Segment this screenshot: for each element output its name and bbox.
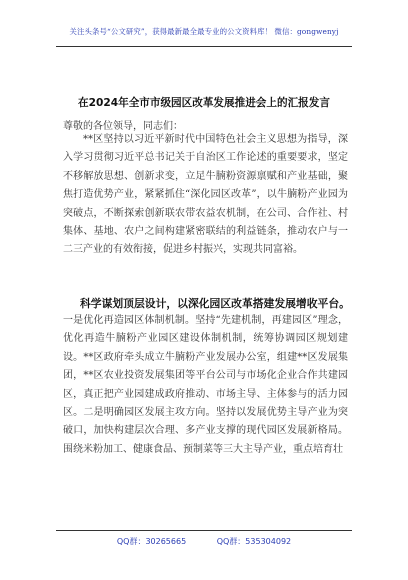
footer-divider bbox=[56, 530, 352, 531]
header-banner: 关注头条号“公文研究”，获得最新最全最专业的公文资料库！ 微信：gongwenyj bbox=[69, 27, 339, 36]
section-heading-1: 科学谋划顶层设计，以深化园区改革搭建发展增收平台。 bbox=[80, 297, 350, 310]
body-paragraph-2: 一是优化再造园区体制机制。坚持“先建机制，再建园区”理念，优化再造牛腩粉产业园区建设体制机制，统筹协调园区规划建设。**区政府牵头成立牛腩粉产业发展办公室，组建**区发展集团，**区农业投资发展集团等平台公司与市场化企业合作共建园区，真正把产业园建成政府推动、市场主导、主体参与的活力园区。二是明确园区发展主攻方向。坚持以发展优势主导产业为突破口，加快构建层次合理、多产业支撑的现代园区发展新格局。围绕米粉加工、健康食品、预制菜等三大主导产业，重点培育壮 bbox=[63, 315, 348, 455]
body-paragraph-1: **区坚持以习近平新时代中国特色社会主义思想为指导，深入学习贯彻习近平总书记关于自治区工作论述的重要要求，坚定不移解放思想、创新求变，立足牛腩粉资源禀赋和产业基础，聚焦打造优势产业，紧紧抓住“深化园区改革”，以牛腩粉产业园为突破点，不断探索创新联农带农益农机制，在公司、合作社、村集体、基地、农户之间构建紧密联结的利益链条，推动农户与一二三产业的有效衔接，促进乡村振兴，实现共同富裕。 bbox=[63, 134, 348, 256]
footer bbox=[0, 536, 408, 547]
header-divider bbox=[56, 46, 352, 47]
footer-qq-group-2: QQ群：535304092 bbox=[216, 537, 292, 546]
document-title: 在2024年全市市级园区改革发展推进会上的汇报发言 bbox=[78, 97, 330, 109]
salutation: 尊敬的各位领导，同志们： bbox=[63, 121, 183, 132]
footer-qq-group-1: QQ群：30265665 bbox=[116, 537, 187, 546]
